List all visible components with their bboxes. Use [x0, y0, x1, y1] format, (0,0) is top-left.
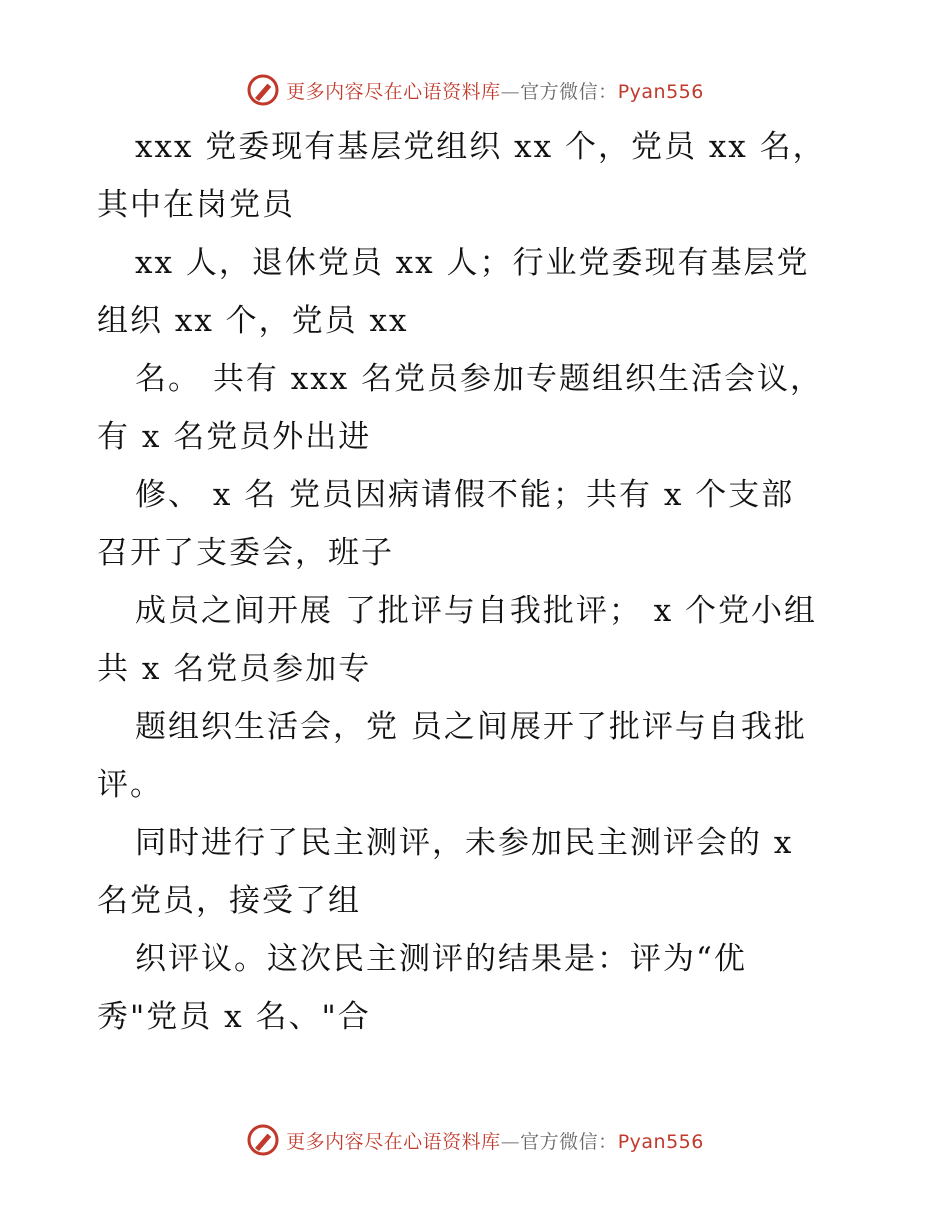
- banner-text: [286, 1127, 704, 1154]
- pen-logo-icon: [246, 1123, 280, 1157]
- paragraph-line-12: 评。: [97, 767, 163, 803]
- paragraph-line-15: 织评议。这次民主测评的结果是：评为“优: [135, 941, 747, 977]
- banner-dash: —: [500, 1130, 521, 1153]
- paragraph-line-2: 其中在岗党员: [97, 187, 295, 223]
- banner-account: Pyan556: [617, 1130, 704, 1153]
- paragraph-line-16: 秀"党员 x 名、"合: [97, 999, 371, 1035]
- banner-account: Pyan556: [617, 80, 704, 103]
- paragraph-line-5: 名。 共有 xxx 名党员参加专题组织生活会议，: [135, 361, 824, 397]
- banner-mid: 官方微信：: [520, 80, 618, 103]
- paragraph-line-10: 共 x 名党员参加专: [97, 651, 372, 687]
- paragraph-line-6: 有 x 名党员外出进: [97, 419, 372, 455]
- banner-dash: —: [500, 80, 521, 103]
- header-banner: [0, 70, 950, 110]
- document-body: [97, 118, 867, 1046]
- banner-text: [286, 77, 704, 104]
- paragraph-line-14: 名党员，接受了组: [97, 883, 361, 919]
- banner-main: 更多内容尽在心语资料库: [286, 1130, 501, 1153]
- paragraph-line-8: 召开了支委会，班子: [97, 535, 394, 571]
- banner-main: 更多内容尽在心语资料库: [286, 80, 501, 103]
- banner-mid: 官方微信：: [520, 1130, 618, 1153]
- paragraph-line-7: 修、 x 名 党员因病请假不能；共有 x 个支部: [135, 477, 795, 513]
- paragraph-line-11: 题组织生活会，党 员之间展开了批评与自我批: [135, 709, 807, 745]
- paragraph-line-4: 组织 xx 个，党员 xx: [97, 303, 409, 339]
- paragraph-line-3: xx 人，退休党员 xx 人；行业党委现有基层党: [135, 245, 810, 281]
- paragraph-line-1: xxx 党委现有基层党组织 xx 个，党员 xx 名，: [135, 129, 826, 165]
- paragraph-line-13: 同时进行了民主测评，未参加民主测评会的 x: [135, 825, 794, 861]
- footer-banner: [0, 1120, 950, 1160]
- paragraph-line-9: 成员之间开展 了批评与自我批评； x 个党小组: [135, 593, 818, 629]
- pen-logo-icon: [246, 73, 280, 107]
